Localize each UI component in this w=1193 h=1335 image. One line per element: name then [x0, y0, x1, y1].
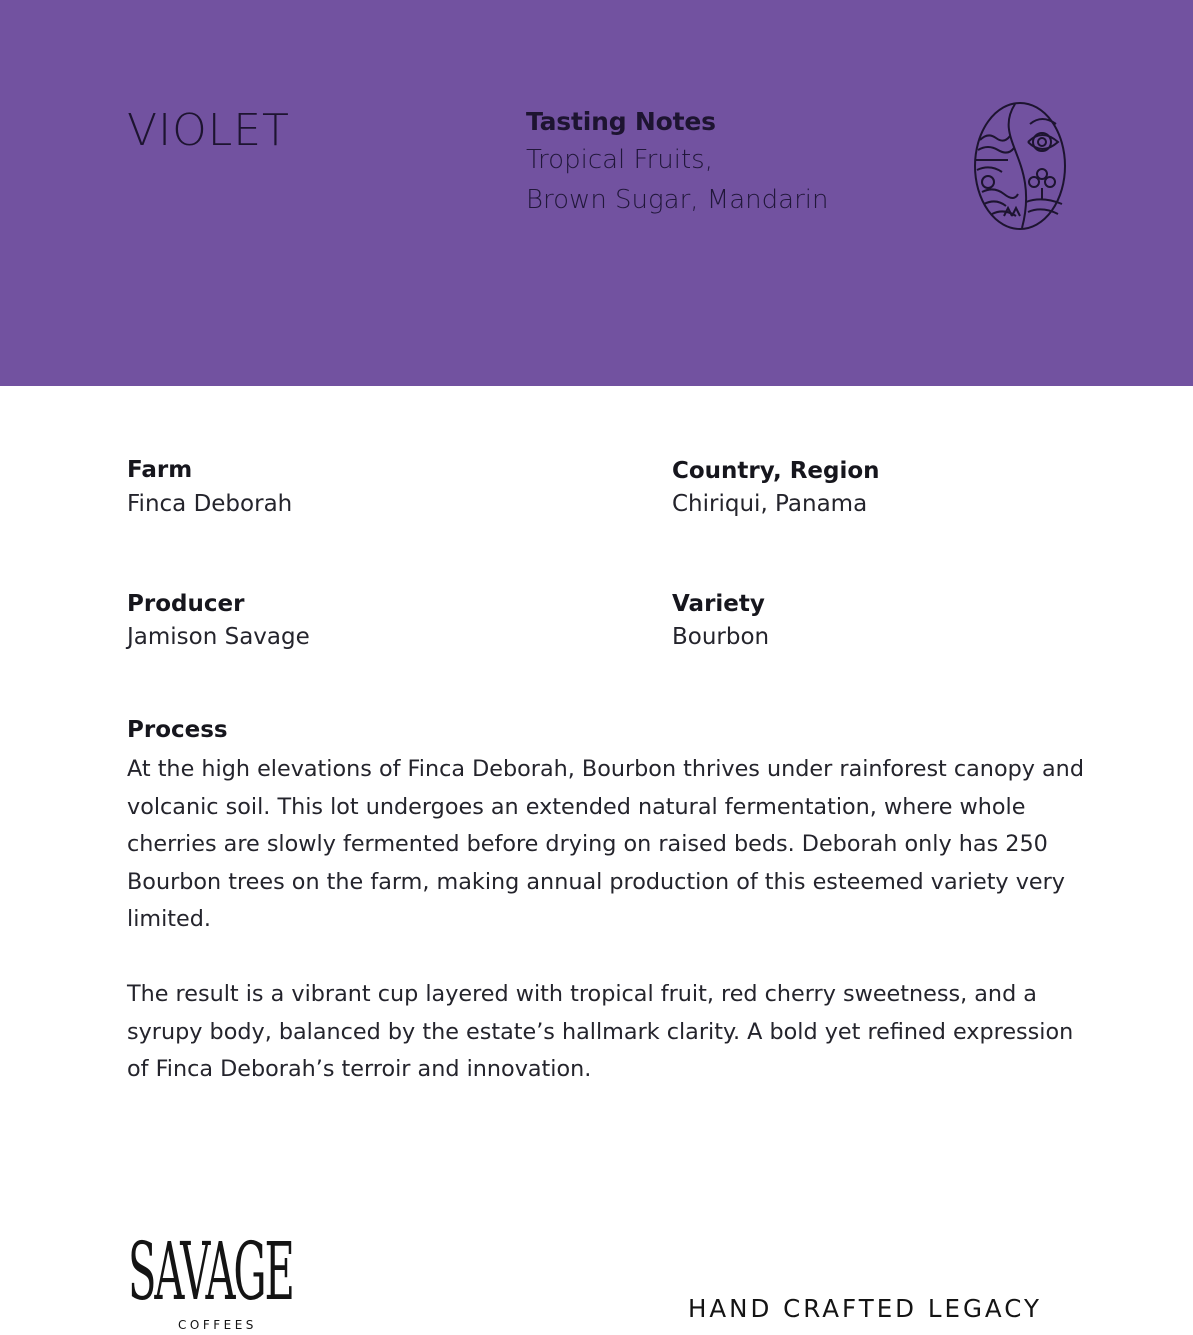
process-description [127, 751, 1087, 1126]
farm-label: Farm [127, 457, 193, 483]
producer-value: Jamison Savage [127, 624, 310, 650]
tasting-notes-line: Tropical Fruits, [526, 145, 713, 175]
variety-label: Variety [672, 591, 765, 617]
farm-value: Finca Deborah [127, 491, 293, 517]
country-region-value: Chiriqui, Panama [672, 491, 868, 517]
coffee-name: VIOLET [127, 105, 290, 156]
process-paragraph: At the high elevations of Finca Deborah, Bourbon thrives under rainforest canopy and volcanic soil. This lot undergoes an extended natural fermentation, where whole cherries are slowly fermented before drying on raised beds. Deborah only has 250 Bourbon trees on the farm, making annual production of this esteemed variety very limited. [127, 756, 1084, 932]
process-label: Process [127, 717, 228, 743]
header-band [0, 0, 1193, 386]
logo-wordmark: SAVAGE [128, 1225, 293, 1318]
tasting-notes-line: Brown Sugar, Mandarin [526, 185, 829, 215]
variety-value: Bourbon [672, 624, 770, 650]
logo-subtitle: COFFEES [178, 1318, 257, 1332]
savage-coffees-logo [128, 1225, 318, 1335]
producer-label: Producer [127, 591, 245, 617]
tasting-notes-title: Tasting Notes [526, 107, 716, 136]
coffee-bean-emblem-icon [970, 100, 1070, 232]
process-paragraph: The result is a vibrant cup layered with tropical fruit, red cherry sweetness, and a syrupy body, balanced by the estate’s hallmark clarity. A bold yet refined expression of Finca Deborah’s terroir and innovation. [127, 981, 1074, 1082]
country-region-label: Country, Region [672, 458, 880, 484]
tasting-notes [526, 104, 828, 220]
tagline: HAND CRAFTED LEGACY [688, 1294, 1042, 1323]
